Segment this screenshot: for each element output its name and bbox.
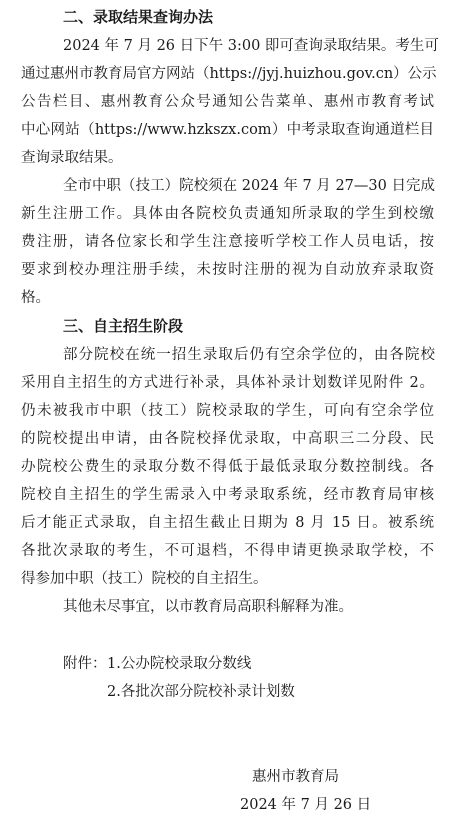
paragraph-line: 查询录取结果。 bbox=[21, 150, 123, 166]
paragraph-line: 公告栏目、惠州教育公众号通知公告菜单、惠州市教育考试 bbox=[21, 94, 434, 110]
paragraph-line: 采用自主招生的方式进行补录，具体补录计划数详见附件 2。 bbox=[21, 375, 434, 391]
paragraph-line: 办院校公费生的录取分数不得低于最低录取分数控制线。各 bbox=[21, 459, 434, 475]
paragraph-line: 新生注册工作。具体由各院校负责通知所录取的学生到校缴 bbox=[21, 206, 434, 222]
attachment-item: 2.各批次部分院校补录计划数 bbox=[107, 684, 295, 700]
paragraph-line: 费注册，请各位家长和学生注意接听学校工作人员电话，按 bbox=[21, 234, 434, 250]
attachment-item: 1.公办院校录取分数线 bbox=[107, 656, 252, 672]
paragraph-line: 格。 bbox=[21, 290, 50, 306]
attachments-label: 附件： bbox=[63, 656, 107, 672]
paragraph-line: 全市中职（技工）院校须在 2024 年 7 月 27—30 日完成 bbox=[63, 178, 435, 194]
signature-date: 2024 年 7 月 26 日 bbox=[240, 797, 372, 813]
paragraph-line: 仍未被我市中职（技工）院校录取的学生，可向有空余学位 bbox=[21, 403, 434, 419]
section-heading: 二、录取结果查询办法 bbox=[63, 8, 214, 26]
paragraph-line: 院校自主招生的学生需录入中考录取系统，经市教育局审核 bbox=[21, 487, 434, 503]
paragraph-line: 中心网站（https://www.hzkszx.com）中考录取查询通道栏目 bbox=[21, 122, 434, 138]
paragraph-line: 后才能正式录取，自主招生截止日期为 8 月 15 日。被系统 bbox=[21, 515, 434, 531]
paragraph-line: 要求到校办理注册手续，未按时注册的视为自动放弃录取资 bbox=[21, 262, 434, 278]
section-heading: 三、自主招生阶段 bbox=[63, 317, 184, 335]
paragraph-line: 各批次录取的考生，不可退档，不得申请更换录取学校，不 bbox=[21, 543, 434, 559]
paragraph-line: 部分院校在统一招生录取后仍有空余学位的，由各院校 bbox=[63, 347, 435, 363]
paragraph-line: 得参加中职（技工）院校的自主招生。 bbox=[21, 571, 268, 587]
signature-org: 惠州市教育局 bbox=[252, 769, 339, 785]
paragraph-line: 通过惠州市教育局官方网站（https://jyj.huizhou.gov.cn）公示 bbox=[21, 66, 437, 82]
paragraph-line: 2024 年 7 月 26 日下午 3:00 即可查询录取结果。考生可 bbox=[63, 38, 439, 54]
paragraph-line: 其他未尽事宜，以市教育局高职科解释为准。 bbox=[63, 599, 353, 615]
paragraph-line: 的院校提出申请，由各院校择优录取，中高职三二分段、民 bbox=[21, 431, 434, 447]
